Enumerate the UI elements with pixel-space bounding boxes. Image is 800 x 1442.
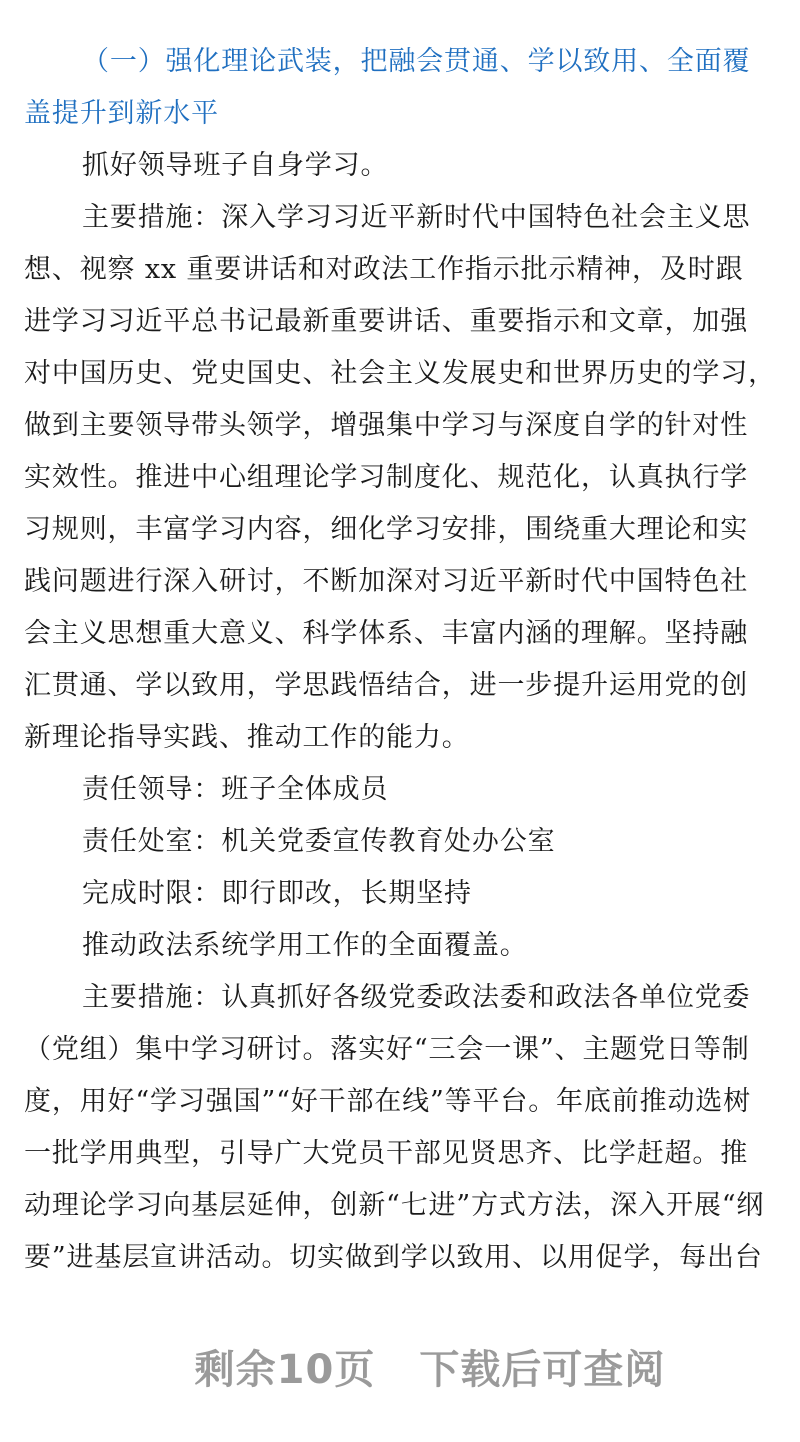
paragraph-line: 抓好领导班子自身学习。 [82, 150, 389, 181]
download-prompt[interactable] [0, 1338, 800, 1395]
paragraph-line: 主要措施：认真抓好各级党委政法委和政法各单位党委 [82, 982, 751, 1013]
paragraph-line: 新理论指导实践、推动工作的能力。 [24, 722, 470, 753]
paragraph-line: 责任领导：班子全体成员 [82, 774, 389, 805]
paragraph-line: 一批学用典型，引导广大党员干部见贤思齐、比学赶超。推 [24, 1138, 749, 1169]
remaining-pages-label: 剩余10页 [194, 1347, 376, 1393]
heading-line: （一）强化理论武装，把融会贯通、学以致用、全面覆 [82, 46, 751, 77]
document-body [24, 36, 784, 1284]
paragraph-line: 进学习习近平总书记最新重要讲话、重要指示和文章，加强 [24, 306, 749, 337]
paragraph-line: 实效性。推进中心组理论学习制度化、规范化，认真执行学 [24, 462, 749, 493]
paragraph-line: 习规则，丰富学习内容，细化学习安排，围绕重大理论和实 [24, 514, 749, 545]
download-to-view-label: 下载后可查阅 [419, 1347, 666, 1393]
paragraph-line: 度，用好“学习强国”“好干部在线”等平台。年底前推动选树 [24, 1086, 752, 1117]
paragraph [24, 920, 784, 972]
paragraph-line: 动理论学习向基层延伸，创新“七进”方式方法，深入开展“纲 [24, 1190, 765, 1221]
paragraph-line: 主要措施：深入学习习近平新时代中国特色社会主义思 [82, 202, 751, 233]
paragraph-line: 要”进基层宣讲活动。切实做到学以致用、以用促学，每出台 [24, 1242, 763, 1273]
paragraph [24, 192, 784, 764]
paragraph-line: （党组）集中学习研讨。落实好“三会一课”、主题党日等制 [24, 1034, 750, 1065]
paragraph-line: 会主义思想重大意义、科学体系、丰富内涵的理解。坚持融 [24, 618, 749, 649]
paragraph-line: 做到主要领导带头领学，增强集中学习与深度自学的针对性 [24, 410, 749, 441]
paragraph [24, 140, 784, 192]
paragraph-line: 推动政法系统学用工作的全面覆盖。 [82, 930, 528, 961]
paragraph-line: 对中国历史、党史国史、社会主义发展史和世界历史的学习， [24, 358, 776, 389]
paragraph [24, 972, 784, 1284]
heading-line: 盖提升到新水平 [24, 98, 219, 129]
section-heading [24, 36, 784, 140]
paragraph [24, 816, 784, 868]
paragraph-line: 汇贯通、学以致用，学思践悟结合，进一步提升运用党的创 [24, 670, 749, 701]
paragraph [24, 764, 784, 816]
paragraph-line: 责任处室：机关党委宣传教育处办公室 [82, 826, 556, 857]
paragraph [24, 868, 784, 920]
paragraph-line: 完成时限：即行即改，长期坚持 [82, 878, 472, 909]
paragraph-line: 想、视察 xx 重要讲话和对政法工作指示批示精神，及时跟 [24, 254, 744, 285]
paragraph-line: 践问题进行深入研讨，不断加深对习近平新时代中国特色社 [24, 566, 749, 597]
